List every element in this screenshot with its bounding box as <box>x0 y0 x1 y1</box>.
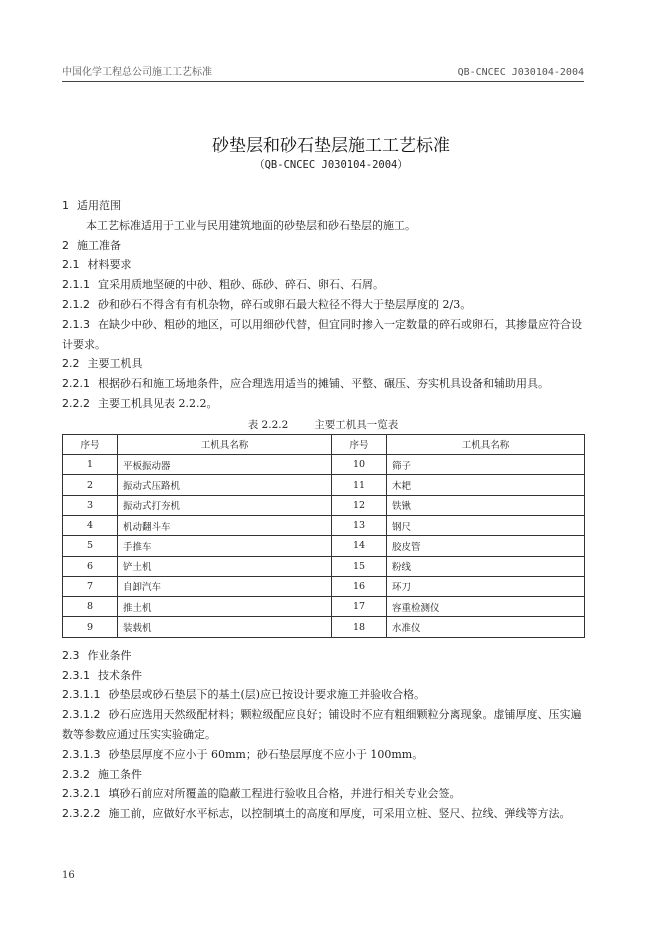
clause: 2.3.1.3 砂垫层厚度不应小于 60mm；砂石垫层厚度不应小于 100mm。 <box>62 747 424 761</box>
table-row <box>63 576 585 596</box>
cell-seq: 14 <box>332 536 387 556</box>
tools-table <box>62 434 585 638</box>
paragraph: 本工艺标准适用于工业与民用建筑地面的砂垫层和砂石垫层的施工。 <box>86 218 416 232</box>
clause: 2.3.1 技术条件 <box>62 668 142 682</box>
cell-tool-name: 装载机 <box>118 617 332 637</box>
cell-tool-name: 机动翻斗车 <box>118 515 332 535</box>
cell-seq: 12 <box>332 495 387 515</box>
cell-tool-name: 手推车 <box>118 536 332 556</box>
clause: 2.3.2.2 施工前，应做好水平标志，以控制填土的高度和厚度，可采用立桩、竖尺、拉线、弹线等方法。 <box>62 807 571 821</box>
cell-seq: 2 <box>63 475 118 495</box>
cell-seq: 8 <box>63 597 118 617</box>
cell-seq: 1 <box>63 455 118 475</box>
table-row <box>63 515 585 535</box>
clause: 2.3.1.1 砂垫层或砂石垫层下的基土(层)应已按设计要求施工并验收合格。 <box>62 688 426 702</box>
header-left: 中国化学工程总公司施工工艺标准 <box>62 67 212 78</box>
clause: 2.3.2.1 填砂石前应对所覆盖的隐蔽工程进行验收且合格，并进行相关专业会签。 <box>62 787 461 801</box>
cell-seq: 6 <box>63 556 118 576</box>
cell-tool-name: 铁锹 <box>387 495 585 515</box>
col-header-name: 工机具名称 <box>118 434 332 454</box>
table-number: 表 2.2.2 <box>247 418 289 431</box>
cell-tool-name: 平板振动器 <box>118 455 332 475</box>
cell-tool-name: 钢尺 <box>387 515 585 535</box>
cell-seq: 17 <box>332 597 387 617</box>
table-header-row <box>63 434 585 454</box>
cell-tool-name: 环刀 <box>387 576 585 596</box>
cell-tool-name: 铲土机 <box>118 556 332 576</box>
cell-tool-name: 自卸汽车 <box>118 576 332 596</box>
page-header <box>62 62 584 82</box>
document-title: 砂垫层和砂石垫层施工工艺标准 <box>212 136 450 156</box>
cell-seq: 7 <box>63 576 118 596</box>
table-caption <box>62 417 584 434</box>
cell-seq: 3 <box>63 495 118 515</box>
table-row <box>63 597 585 617</box>
section-heading: 2 施工准备 <box>62 238 121 252</box>
table-row <box>63 455 585 475</box>
page-number: 16 <box>62 870 75 881</box>
table-title: 主要工机具一览表 <box>314 418 399 431</box>
cell-tool-name: 振动式打夯机 <box>118 495 332 515</box>
document-code: （QB-CNCEC J030104-2004） <box>254 159 408 171</box>
cell-seq: 5 <box>63 536 118 556</box>
cell-seq: 11 <box>332 475 387 495</box>
clause: 2.3.1.2 砂石应选用天然级配材料；颗粒级配应良好；铺设时不应有粗细颗粒分离现象。虚铺厚度、压实遍数等参数应通过压实实验确定。 <box>62 708 582 741</box>
table-row <box>63 617 585 637</box>
clause: 2.1.3 在缺少中砂、粗砂的地区，可以用细砂代替，但宜同时掺入一定数量的碎石或卵石，其掺量应符合设计要求。 <box>62 317 582 351</box>
table-row <box>63 556 585 576</box>
col-header-name: 工机具名称 <box>387 434 585 454</box>
cell-tool-name: 推土机 <box>118 597 332 617</box>
cell-tool-name: 水准仪 <box>387 617 585 637</box>
section-heading: 1 适用范围 <box>62 199 121 212</box>
cell-tool-name: 筛子 <box>387 455 585 475</box>
subsection-heading: 2.3 作业条件 <box>62 648 132 662</box>
cell-tool-name: 木耙 <box>387 475 585 495</box>
table-row <box>63 475 585 495</box>
clause: 2.2.2 主要工机具见表 2.2.2。 <box>62 396 218 410</box>
table-row <box>63 495 585 515</box>
document-body <box>62 196 584 824</box>
cell-seq: 10 <box>332 455 387 475</box>
cell-seq: 9 <box>63 617 118 637</box>
cell-seq: 18 <box>332 617 387 637</box>
cell-seq: 13 <box>332 515 387 535</box>
header-right: QB-CNCEC J030104-2004 <box>457 67 584 78</box>
subsection-heading: 2.2 主要工机具 <box>62 357 143 371</box>
cell-seq: 16 <box>332 576 387 596</box>
cell-seq: 15 <box>332 556 387 576</box>
cell-tool-name: 容重检测仪 <box>387 597 585 617</box>
cell-tool-name: 胶皮管 <box>387 536 585 556</box>
clause: 2.1.2 砂和砂石不得含有有机杂物，碎石或卵石最大粒径不得大于垫层厚度的 2/3。 <box>62 297 472 311</box>
clause: 2.1.1 宜采用质地坚硬的中砂、粗砂、砾砂、碎石、卵石、石屑。 <box>62 278 384 292</box>
table-row <box>63 536 585 556</box>
subsection-heading: 2.1 材料要求 <box>62 258 132 272</box>
col-header-seq: 序号 <box>332 434 387 454</box>
cell-tool-name: 粉线 <box>387 556 585 576</box>
clause: 2.2.1 根据砂石和施工场地条件，应合理选用适当的摊铺、平整、碾压、夯实机具设备和辅助用具。 <box>62 377 549 391</box>
col-header-seq: 序号 <box>63 434 118 454</box>
cell-seq: 4 <box>63 515 118 535</box>
cell-tool-name: 振动式压路机 <box>118 475 332 495</box>
clause: 2.3.2 施工条件 <box>62 767 142 781</box>
